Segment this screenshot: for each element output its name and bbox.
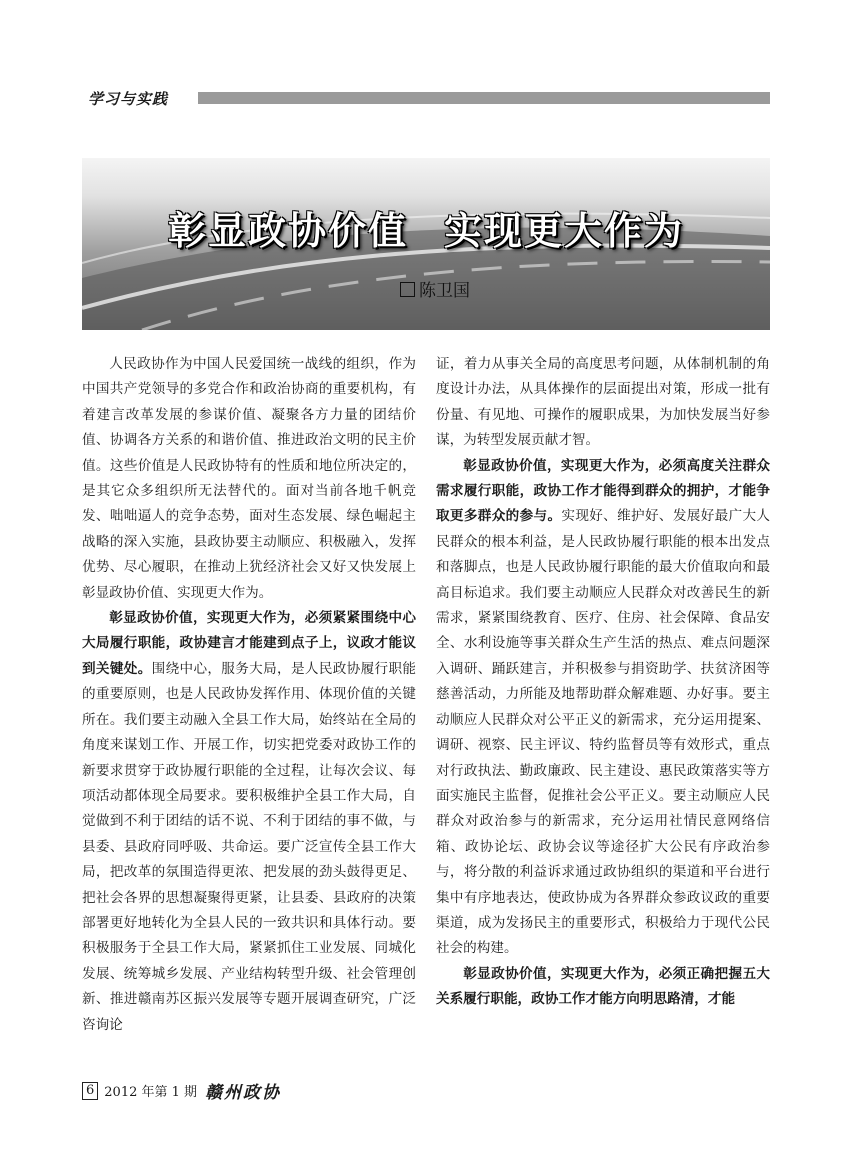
page-number: 6 <box>82 1082 98 1100</box>
paragraph <box>436 962 770 1013</box>
right-column <box>436 352 770 1013</box>
section-label: 学习与实践 <box>88 90 169 108</box>
paragraph-lead: 彰显政协价值，实现更大作为，必须高度关注群众需求履行职能，政协工作才能得到群众的拥护，才能争取更多群众的参与。 <box>436 457 770 525</box>
left-column <box>82 352 416 1038</box>
paragraph <box>82 606 416 1038</box>
paragraph-body: 实现好、维护好、发展好最广大人民群众的根本利益，是人民政协履行职能的根本出发点和落脚点，也是人民政协履行职能的最大价值取向和最高目标追求。我们要主动顺应人民群众对改善民生的新需求，紧紧围绕教育、医疗、住房、社会保障、食品安全、水利设施等事关群众生产生活的热点、难点问题深入调研、踊跃建言，并积极参与捐资助学、扶贫济困等慈善活动，力所能及地帮助群众解难题、办好事。要主动顺应人民群众对公平正义的新需求，充分运用提案、调研、视察、民主评议、特约监督员等有效形式，重点对行政执法、勤政廉政、民主建设、惠民政策落实等方面实施民主监督，促推社会公平正义。要主动顺应人民群众对政治参与的新需求，充分运用社情民意网络信箱、政协论坛、政协会议等途径扩大公民有序政治参与，将分散的利益诉求通过政协组织的渠道和平台进行集中有序地表达，使政协成为各界群众参政议政的重要渠道，成为发扬民主的重要形式，积极给力于现代公民社会的构建。 <box>436 508 771 957</box>
paragraph: 证，着力从事关全局的高度思考问题，从体制机制的角度设计办法，从具体操作的层面提出对策，形成一批有份量、有见地、可操作的履职成果，为加快发展当好参谋，为转型发展贡献才智。 <box>436 356 770 449</box>
author-line <box>400 276 470 301</box>
title-banner <box>82 158 770 330</box>
title-part-2: 实现更大作为 <box>444 208 685 253</box>
page-footer <box>82 1078 281 1103</box>
paragraph-lead: 彰显政协价值，实现更大作为，必须紧紧围绕中心大局履行职能，政协建言才能建到点子上，议政才能议到关键处。 <box>82 610 416 677</box>
author-box-icon <box>400 282 415 297</box>
paragraph <box>436 454 770 962</box>
paragraph-body: 围绕中心，服务大局，是人民政协履行职能的重要原则，也是人民政协发挥作用、体现价值的关键所在。我们要主动融入全县工作大局，始终站在全局的角度来谋划工作、开展工作，切实把党委对政协工作的新要求贯穿于政协履行职能的全过程，让每次会议、每项活动都体现全局要求。要积极维护全县工作大局，自觉做到不利于团结的话不说、不利于团结的事不做，与县委、县政府同呼吸、共命运。要广泛宣传全县工作大局，把改革的氛围造得更浓、把发展的劲头鼓得更足、把社会各界的思想凝聚得更紧，让县委、县政府的决策部署更好地转化为全县人民的一致共识和具体行动。要积极服务于全县工作大局，紧紧抓住工业发展、同城化发展、统筹城乡发展、产业结构转型升级、社会管理创新、推进赣南苏区振兴发展等专题开展调查研究，广泛咨询论 <box>82 660 417 1033</box>
header-rule <box>198 92 770 104</box>
journal-name: 赣州政协 <box>205 1083 282 1103</box>
paragraph-lead: 彰显政协价值，实现更大作为，必须正确把握五大关系履行职能，政协工作才能方向明思路清，才能 <box>436 965 770 1008</box>
paragraph: 人民政协作为中国人民爱国统一战线的组织，作为中国共产党领导的多党合作和政治协商的重要机构，有着建言改革发展的参谋价值、凝聚各方力量的团结价值、协调各方关系的和谐价值、推进政治文明的民主价值。这些价值是人民政协特有的性质和地位所决定的，是其它众多组织所无法替代的。面对当前各地千帆竞发、咄咄逼人的竞争态势，面对生态发展、绿色崛起主战略的深入实施，县政协要主动顺应、积极融入，发挥优势、尽心履职，在推动上犹经济社会又好又快发展上彰显政协价值、实现更大作为。 <box>82 356 416 601</box>
article-title <box>82 200 770 255</box>
issue-label: 2012 年第 1 期 <box>104 1085 198 1100</box>
author-name: 陈卫国 <box>419 281 470 301</box>
title-part-1: 彰显政协价值 <box>167 208 408 253</box>
